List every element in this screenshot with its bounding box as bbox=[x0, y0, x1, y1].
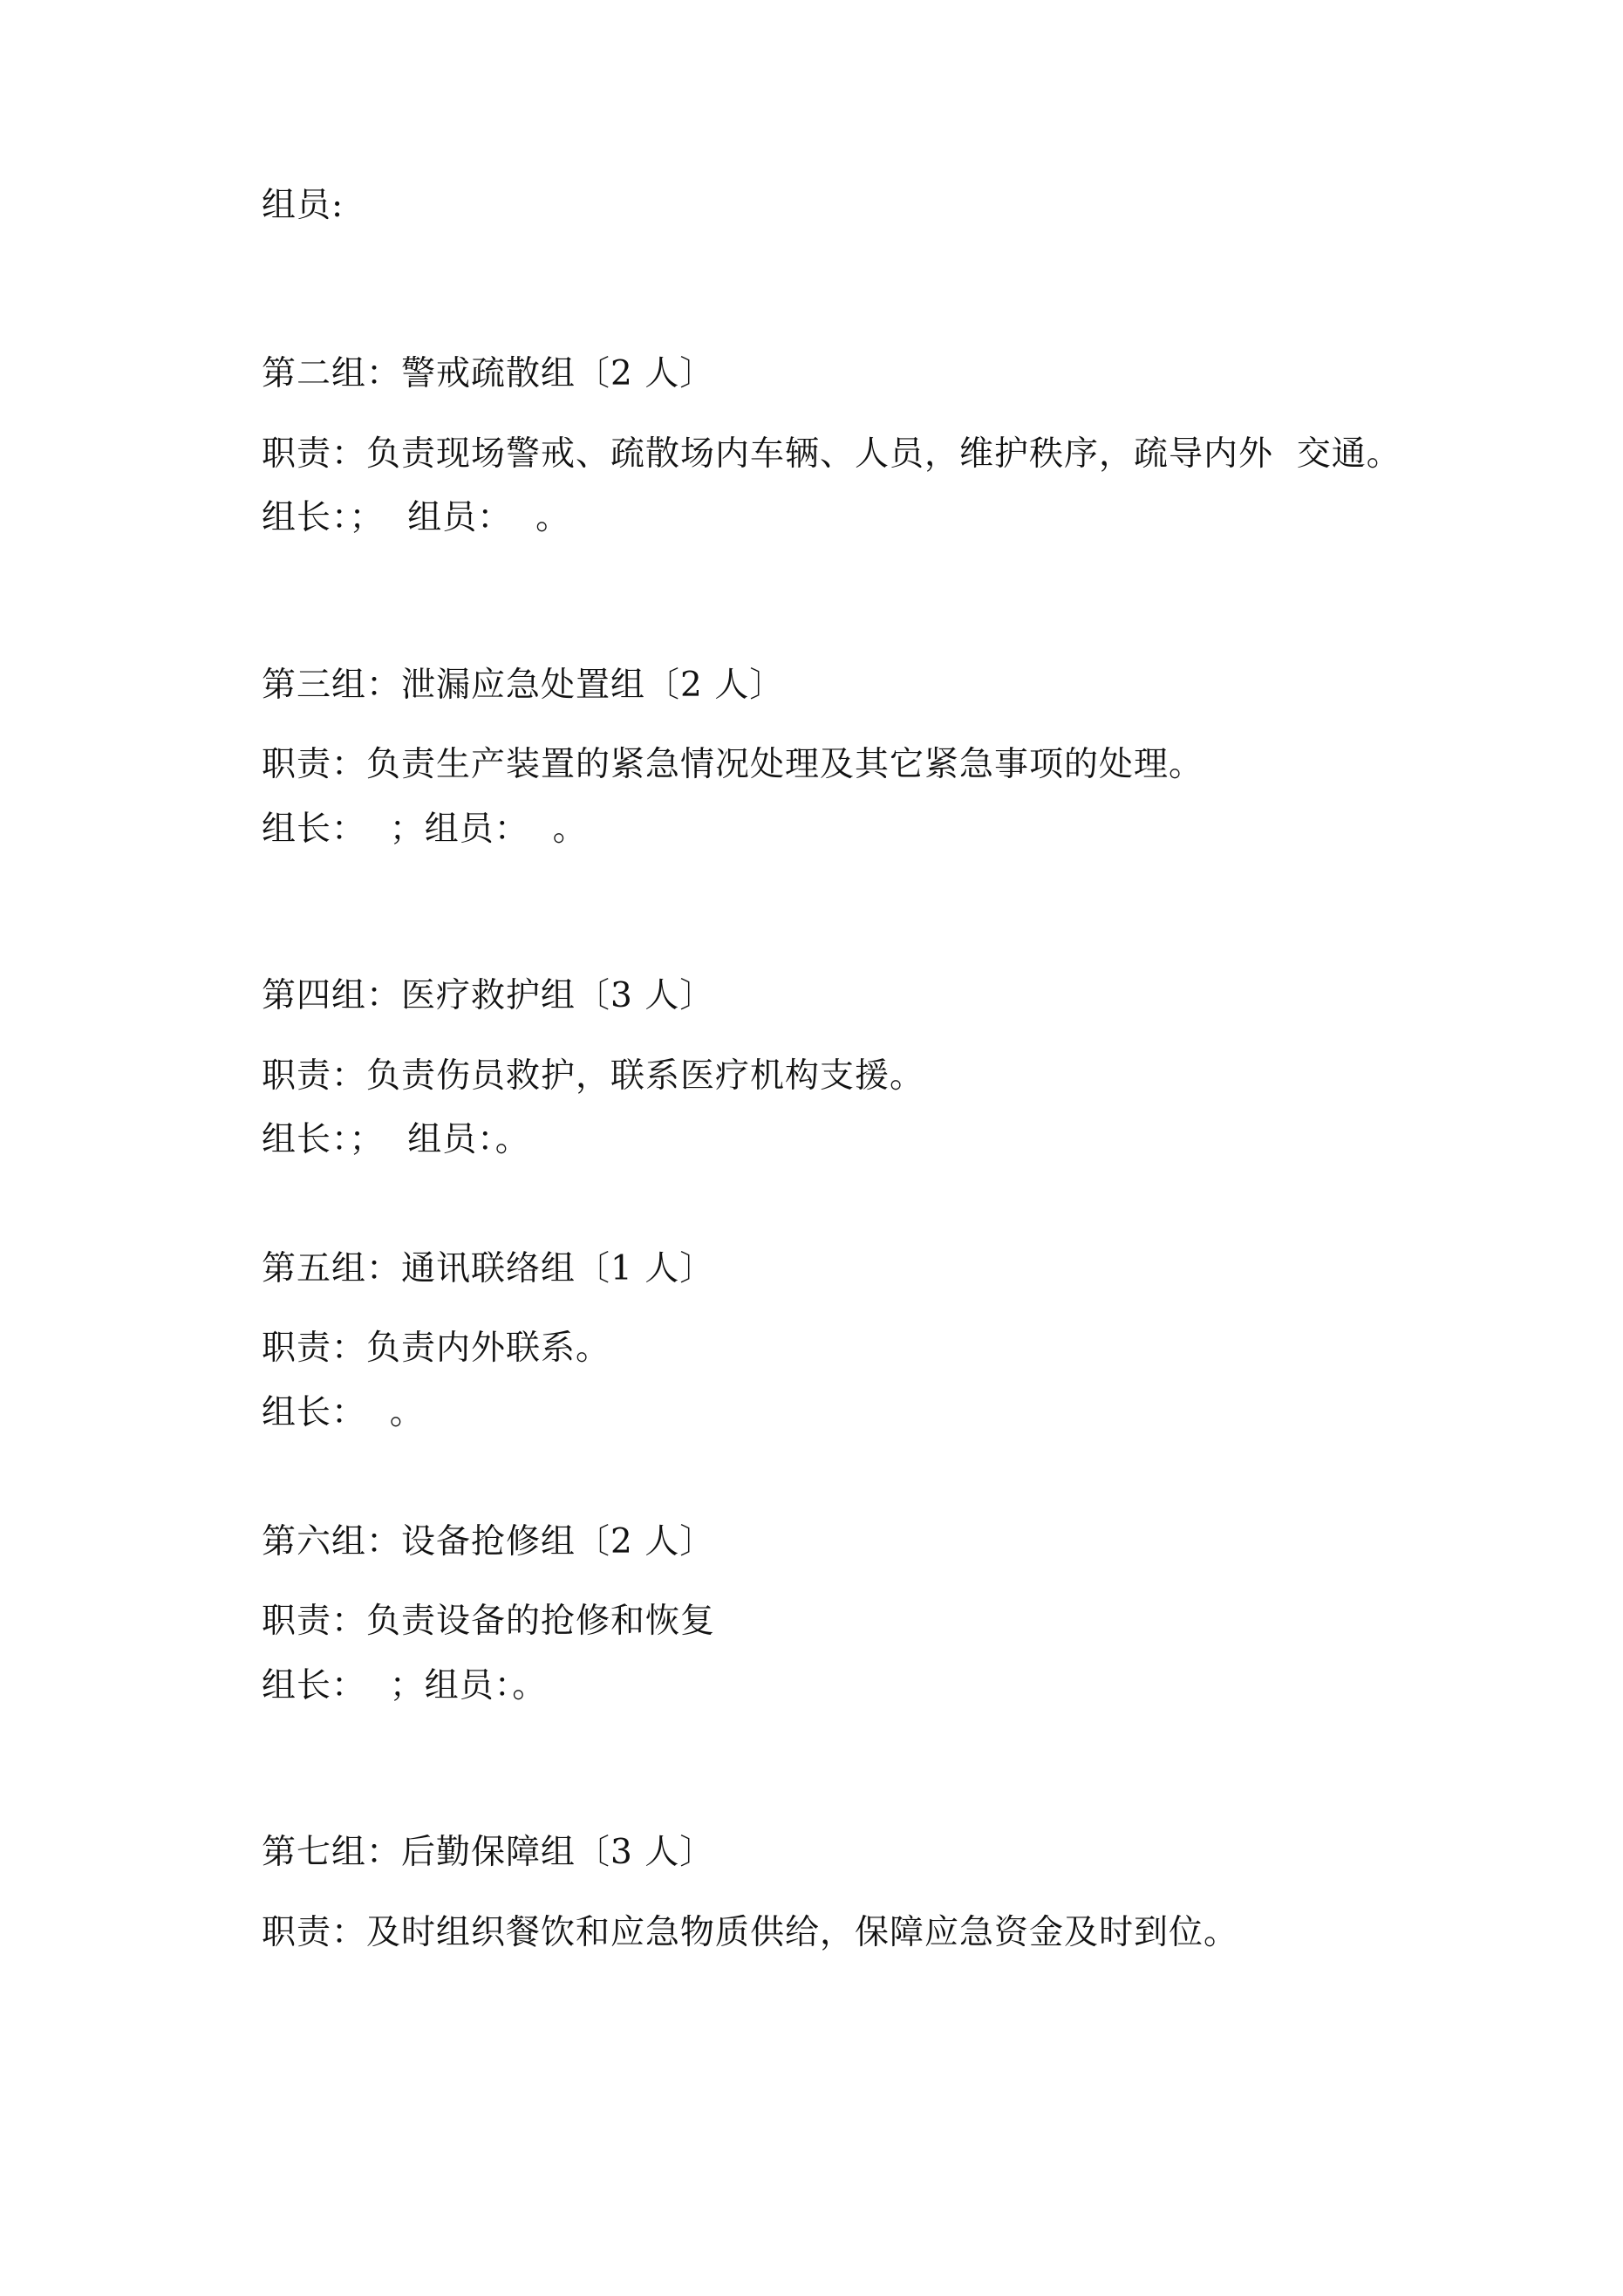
group-7-heading: 第七组：后勤保障组〔3 人〕 bbox=[262, 1833, 715, 1872]
group-6-duty: 职责：负责设备的抢修和恢复 bbox=[262, 1602, 716, 1641]
group-5-duty: 职责：负责内外联系。 bbox=[262, 1329, 611, 1368]
group-7-duty: 职责：及时组织餐饮和应急物质供给，保障应急资金及时到位。 bbox=[262, 1913, 1239, 1952]
group-4-duty: 职责：负责伤员救护，联系医疗机构支援。 bbox=[262, 1056, 925, 1096]
group-3-members: 组长： ；组员： 。 bbox=[262, 810, 588, 849]
group-6-heading: 第六组：设备抢修组〔2 人〕 bbox=[262, 1522, 715, 1561]
group-3-heading: 第三组：泄漏应急处置组〔2 人〕 bbox=[262, 666, 785, 705]
group-4-heading: 第四组：医疗救护组〔3 人〕 bbox=[262, 976, 715, 1015]
group-4-members: 组长：； 组员：。 bbox=[262, 1120, 530, 1159]
group-3-duty: 职责：负责生产装置的紧急情况处理及其它紧急事项的处理。 bbox=[262, 745, 1204, 784]
top-members-line: 组员: bbox=[262, 186, 344, 225]
group-2-duty: 职责：负责现场警戒、疏散场内车辆、人员，维护秩序，疏导内外 交通。 bbox=[262, 434, 1401, 474]
group-5-members: 组长： 。 bbox=[262, 1393, 425, 1432]
group-5-heading: 第五组：通讯联络组〔1 人〕 bbox=[262, 1249, 715, 1288]
group-2-heading: 第二组：警戒疏散组〔2 人〕 bbox=[262, 354, 715, 393]
group-2-members: 组长：； 组员： 。 bbox=[262, 498, 571, 537]
group-6-members: 组长： ；组员：。 bbox=[262, 1666, 548, 1705]
